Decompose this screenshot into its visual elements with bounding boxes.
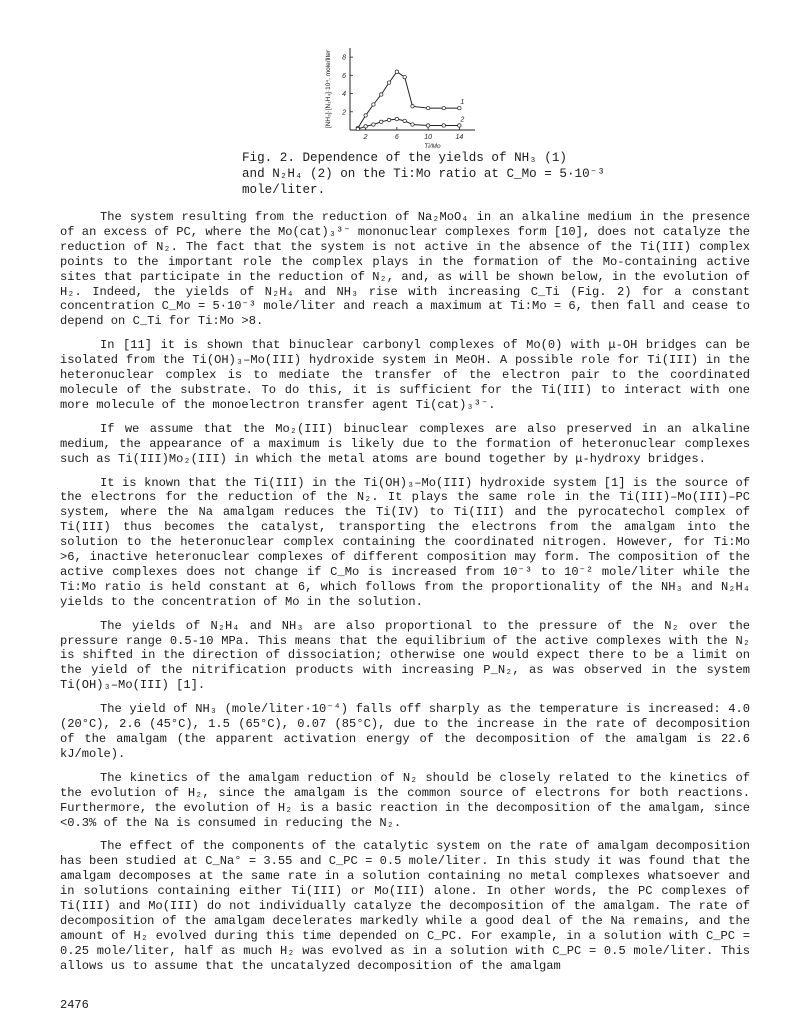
data-point: [364, 114, 367, 117]
data-point: [411, 123, 414, 126]
y-axis-label: [NH₃]·[N₂H₄]·10⁴, mole/liter: [325, 49, 332, 129]
series-label: 2: [460, 116, 465, 124]
data-point: [387, 81, 390, 84]
paragraph: It is known that the Ti(III) in the Ti(OH)₃–Mo(III) hydroxide system [1] is the source of the electrons for the reduction of the N₂. It plays the same role in the Ti(III)–Mo(III)–PC system, where the Na amalgam reduces the Ti(IV) to Ti(III) and the pyrocatechol complex of Ti(III) thus becomes the catalyst, transporting the electrons from the amalgam into the solution to the heteronuclear complex containing the coordinated nitrogen. However, for Ti:Mo >6, inactive heteronuclear complexes of different composition may form. The composition of the active complexes does not change if C_Mo is increased from 10⁻³ to 10⁻² mole/liter while the Ti:Mo ratio is held constant at 6, which follows from the proportionality of the NH₃ and N₂H₄ yields to the concentration of Mo in the solution.: [60, 475, 750, 609]
series-label: 1: [460, 99, 465, 107]
data-point: [395, 117, 398, 120]
y-tick-label: 4: [342, 91, 346, 99]
y-tick-label: 8: [342, 54, 346, 62]
x-tick-label: 10: [424, 134, 433, 141]
data-point: [364, 125, 367, 128]
data-point: [372, 123, 375, 126]
paragraph: The yield of NH₃ (mole/liter·10⁻⁴) falls off sharply as the temperature is increased: 4.0 (20°C), 2.6 (45°C), 1.5 (65°C), 0.07 (85°C), due to the increase in the rate of decomposition of the amalgam (the apparent activation energy of the decomposition of the amalgam is 22.6 kJ/mole).: [60, 702, 750, 761]
data-point: [403, 75, 406, 78]
yield-chart: [290, 40, 490, 150]
paragraph: The effect of the components of the catalytic system on the rate of amalgam decomposition has been studied at C_Na° = 3.55 and C_PC = 0.5 mole/liter. In this study it was found that the amalgam decomposes at the same rate in a solution containing no metal complexes whatsoever and in solutions containing either Ti(III) or Mo(III) alone. In other words, the PC complexes of Ti(III) and Mo(III) do not individually catalyze the decomposition of the amalgam. The rate of decomposition of the amalgam decelerates markedly while a good deal of the Na remains, and the amount of H₂ evolved during this time depended on C_PC. For example, in a solution with C_PC = 0.25 mole/liter, half as much H₂ was evolved as in a solution with C_PC = 0.5 mole/liter. This allows us to assume that the uncatalyzed decomposition of the amalgam: [60, 839, 750, 973]
y-tick-label: 2: [342, 109, 346, 117]
data-point: [395, 70, 398, 73]
data-point: [458, 124, 461, 127]
figure-caption: [242, 150, 622, 198]
paragraph: In [11] it is shown that binuclear carbonyl complexes of Mo(0) with μ-OH bridges can be isolated from the Ti(OH)₃–Mo(III) hydroxide system in MeOH. A possible role for Ti(III) in the heteronuclear complex is to mediate the transfer of the electron pair to the coordinated molecule of the substrate. To do this, it is sufficient for the Ti(III) to interact with one more molecule of the monoelectron transfer agent Ti(cat)₃³⁻.: [60, 338, 750, 412]
series-line: [358, 72, 460, 128]
paragraph: The system resulting from the reduction of Na₂MoO₄ in an alkaline medium in the presence of an excess of PC, where the Mo(cat)₃³⁻ mononuclear complexes form [10], does not catalyze the reduction of N₂. The fact that the system is not active in the absence of the Ti(III) complex points to the important role the complex plays in the formation of the Mo-containing active sites that participate in the reduction of N₂, and, as will be shown below, in the evolution of H₂. Indeed, the yields of N₂H₄ and NH₃ rise with increasing C_Ti (Fig. 2) for a constant concentration C_Mo = 5·10⁻³ mole/liter and reach a maximum at Ti:Mo = 6, then fall and cease to depend on C_Ti for Ti:Mo >8.: [60, 210, 750, 329]
figure-2: [290, 40, 490, 150]
data-point: [442, 124, 445, 127]
x-axis-label: Ti/Mo: [424, 143, 441, 150]
caption-line-1: Fig. 2. Dependence of the yields of NH₃ (1): [242, 151, 567, 165]
article-body: [60, 210, 750, 983]
data-point: [442, 106, 445, 109]
data-point: [380, 93, 383, 96]
paragraph: If we assume that the Mo₂(III) binuclear complexes are also preserved in an alkaline medium, the appearance of a maximum is likely due to the formation of heteronuclear complexes such as Ti(III)Mo₂(III) in which the metal atoms are bound together by μ-hydroxy bridges.: [60, 421, 750, 466]
data-point: [426, 106, 429, 109]
data-point: [372, 103, 375, 106]
data-point: [387, 118, 390, 121]
y-tick-label: 6: [342, 72, 346, 80]
data-point: [458, 106, 461, 109]
data-point: [426, 124, 429, 127]
x-tick-label: 6: [394, 134, 399, 141]
caption-line-2: and N₂H₄ (2) on the Ti:Mo ratio at C_Mo = 5·10⁻³: [242, 167, 605, 181]
data-point: [380, 120, 383, 123]
caption-line-3: mole/liter.: [242, 183, 326, 197]
x-tick-label: 14: [455, 134, 464, 141]
data-point: [356, 127, 359, 130]
x-tick-label: 2: [363, 134, 368, 141]
page-number: 2476: [60, 998, 89, 1012]
data-point: [403, 119, 406, 122]
paragraph: The kinetics of the amalgam reduction of N₂ should be closely related to the kinetics of the evolution of H₂, since the amalgam is the common source of electrons for both reactions. Furthermore, the evolution of H₂ is a basic reaction in the decomposition of the amalgam, since <0.3% of the Na is consumed in reducing the N₂.: [60, 770, 750, 830]
data-point: [411, 105, 414, 108]
paragraph: The yields of N₂H₄ and NH₃ are also proportional to the pressure of the N₂ over the pressure range 0.5-10 MPa. This means that the equilibrium of the active complexes with the N₂ is shifted in the direction of dissociation; otherwise one would expect there to be a limit on the yield of the nitrification products with increasing P_N₂, as was observed in the system Ti(OH)₃–Mo(III) [1].: [60, 618, 750, 693]
